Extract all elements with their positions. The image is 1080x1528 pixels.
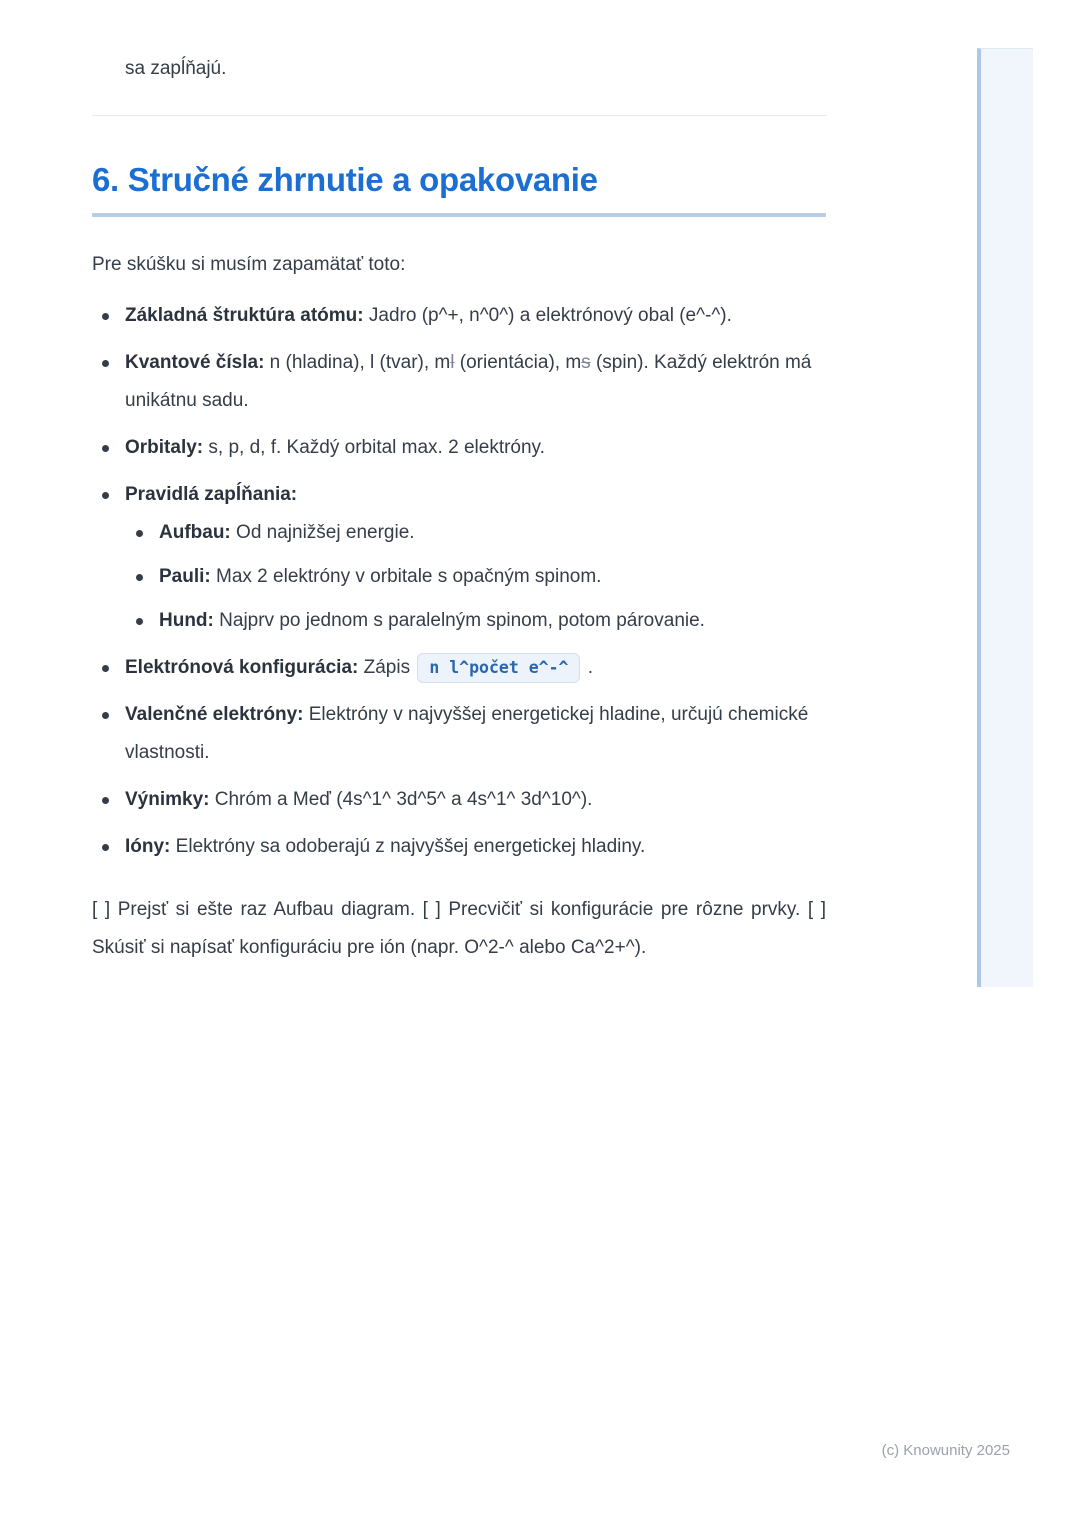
item-text: Od najnižšej energie. bbox=[230, 522, 415, 543]
filling-rules-sublist bbox=[125, 514, 826, 640]
item-label: Základná štruktúra atómu: bbox=[125, 305, 364, 326]
inline-code-chip: n l^počet e^-^ bbox=[417, 653, 580, 683]
item-text: s, p, d, f. Každý orbital max. 2 elektróny. bbox=[203, 437, 545, 458]
strikethrough-s: s bbox=[581, 352, 591, 373]
list-item-kvantove-cisla bbox=[92, 344, 826, 420]
item-text: n (hladina), l (tvar), m bbox=[264, 352, 451, 373]
item-text: Chróm a Meď (4s^1^ 3d^5^ a 4s^1^ 3d^10^). bbox=[209, 789, 593, 810]
summary-list bbox=[92, 297, 826, 866]
paragraph-fragment: sa zapĺňajú. bbox=[125, 58, 227, 79]
list-item-orbitaly bbox=[92, 429, 826, 467]
note-content bbox=[92, 0, 826, 967]
sublist-item-aufbau bbox=[125, 514, 826, 552]
item-text: Elektróny v najvyššej energetickej hladine, určujú chemické vlastnosti. bbox=[125, 704, 809, 763]
item-text: Zápis bbox=[358, 657, 416, 678]
item-label: Orbitaly: bbox=[125, 437, 204, 458]
item-text: (orientácia), m bbox=[454, 352, 582, 373]
sublist-item-pauli bbox=[125, 558, 826, 596]
list-item-pravidla-zaplnania bbox=[92, 476, 826, 640]
list-item-iony bbox=[92, 828, 826, 866]
copyright-footer: (c) Knowunity 2025 bbox=[881, 1442, 1010, 1459]
list-item-valencne-elektrony bbox=[92, 696, 826, 772]
item-label: Pauli: bbox=[159, 566, 211, 587]
item-label: Ióny: bbox=[125, 836, 171, 857]
heading-underline bbox=[92, 213, 826, 217]
item-text: Elektróny sa odoberajú z najvyššej energetickej hladiny. bbox=[170, 836, 646, 857]
item-text: Max 2 elektróny v orbitale s opačným spinom. bbox=[210, 566, 602, 587]
item-label: Valenčné elektróny: bbox=[125, 704, 304, 725]
item-label: Výnimky: bbox=[125, 789, 210, 810]
item-label: Elektrónová konfigurácia: bbox=[125, 657, 359, 678]
item-label: Aufbau: bbox=[159, 522, 231, 543]
section-divider bbox=[92, 115, 826, 116]
strikethrough-l: l bbox=[450, 352, 455, 373]
section-heading: 6. Stručné zhrnutie a opakovanie bbox=[92, 161, 598, 198]
item-label: Kvantové čísla: bbox=[125, 352, 265, 373]
item-label: Pravidlá zapĺňania: bbox=[125, 484, 298, 505]
list-item-vynimky bbox=[92, 781, 826, 819]
sublist-item-hund bbox=[125, 602, 826, 640]
list-item-elektronova-konfiguracia bbox=[92, 649, 826, 687]
lead-paragraph: Pre skúšku si musím zapamätať toto: bbox=[92, 254, 406, 275]
item-text: . bbox=[582, 657, 594, 678]
item-text: Najprv po jednom s paralelným spinom, potom párovanie. bbox=[213, 610, 705, 631]
list-item-zakladna-struktura bbox=[92, 297, 826, 335]
item-label: Hund: bbox=[159, 610, 214, 631]
item-text: (spin). Každý elektrón má unikátnu sadu. bbox=[125, 352, 812, 411]
checklist-paragraph: [ ] Prejsť si ešte raz Aufbau diagram. [ ] Precvičiť si konfigurácie pre rôzne prvky. [ ] Skúsiť si napísať konfiguráciu pre ión (napr. O^2-^ alebo Ca^2+^). bbox=[92, 899, 826, 958]
item-text: Jadro (p^+, n^0^) a elektrónový obal (e^-^). bbox=[363, 305, 732, 326]
next-page-edge-panel bbox=[977, 48, 1033, 987]
